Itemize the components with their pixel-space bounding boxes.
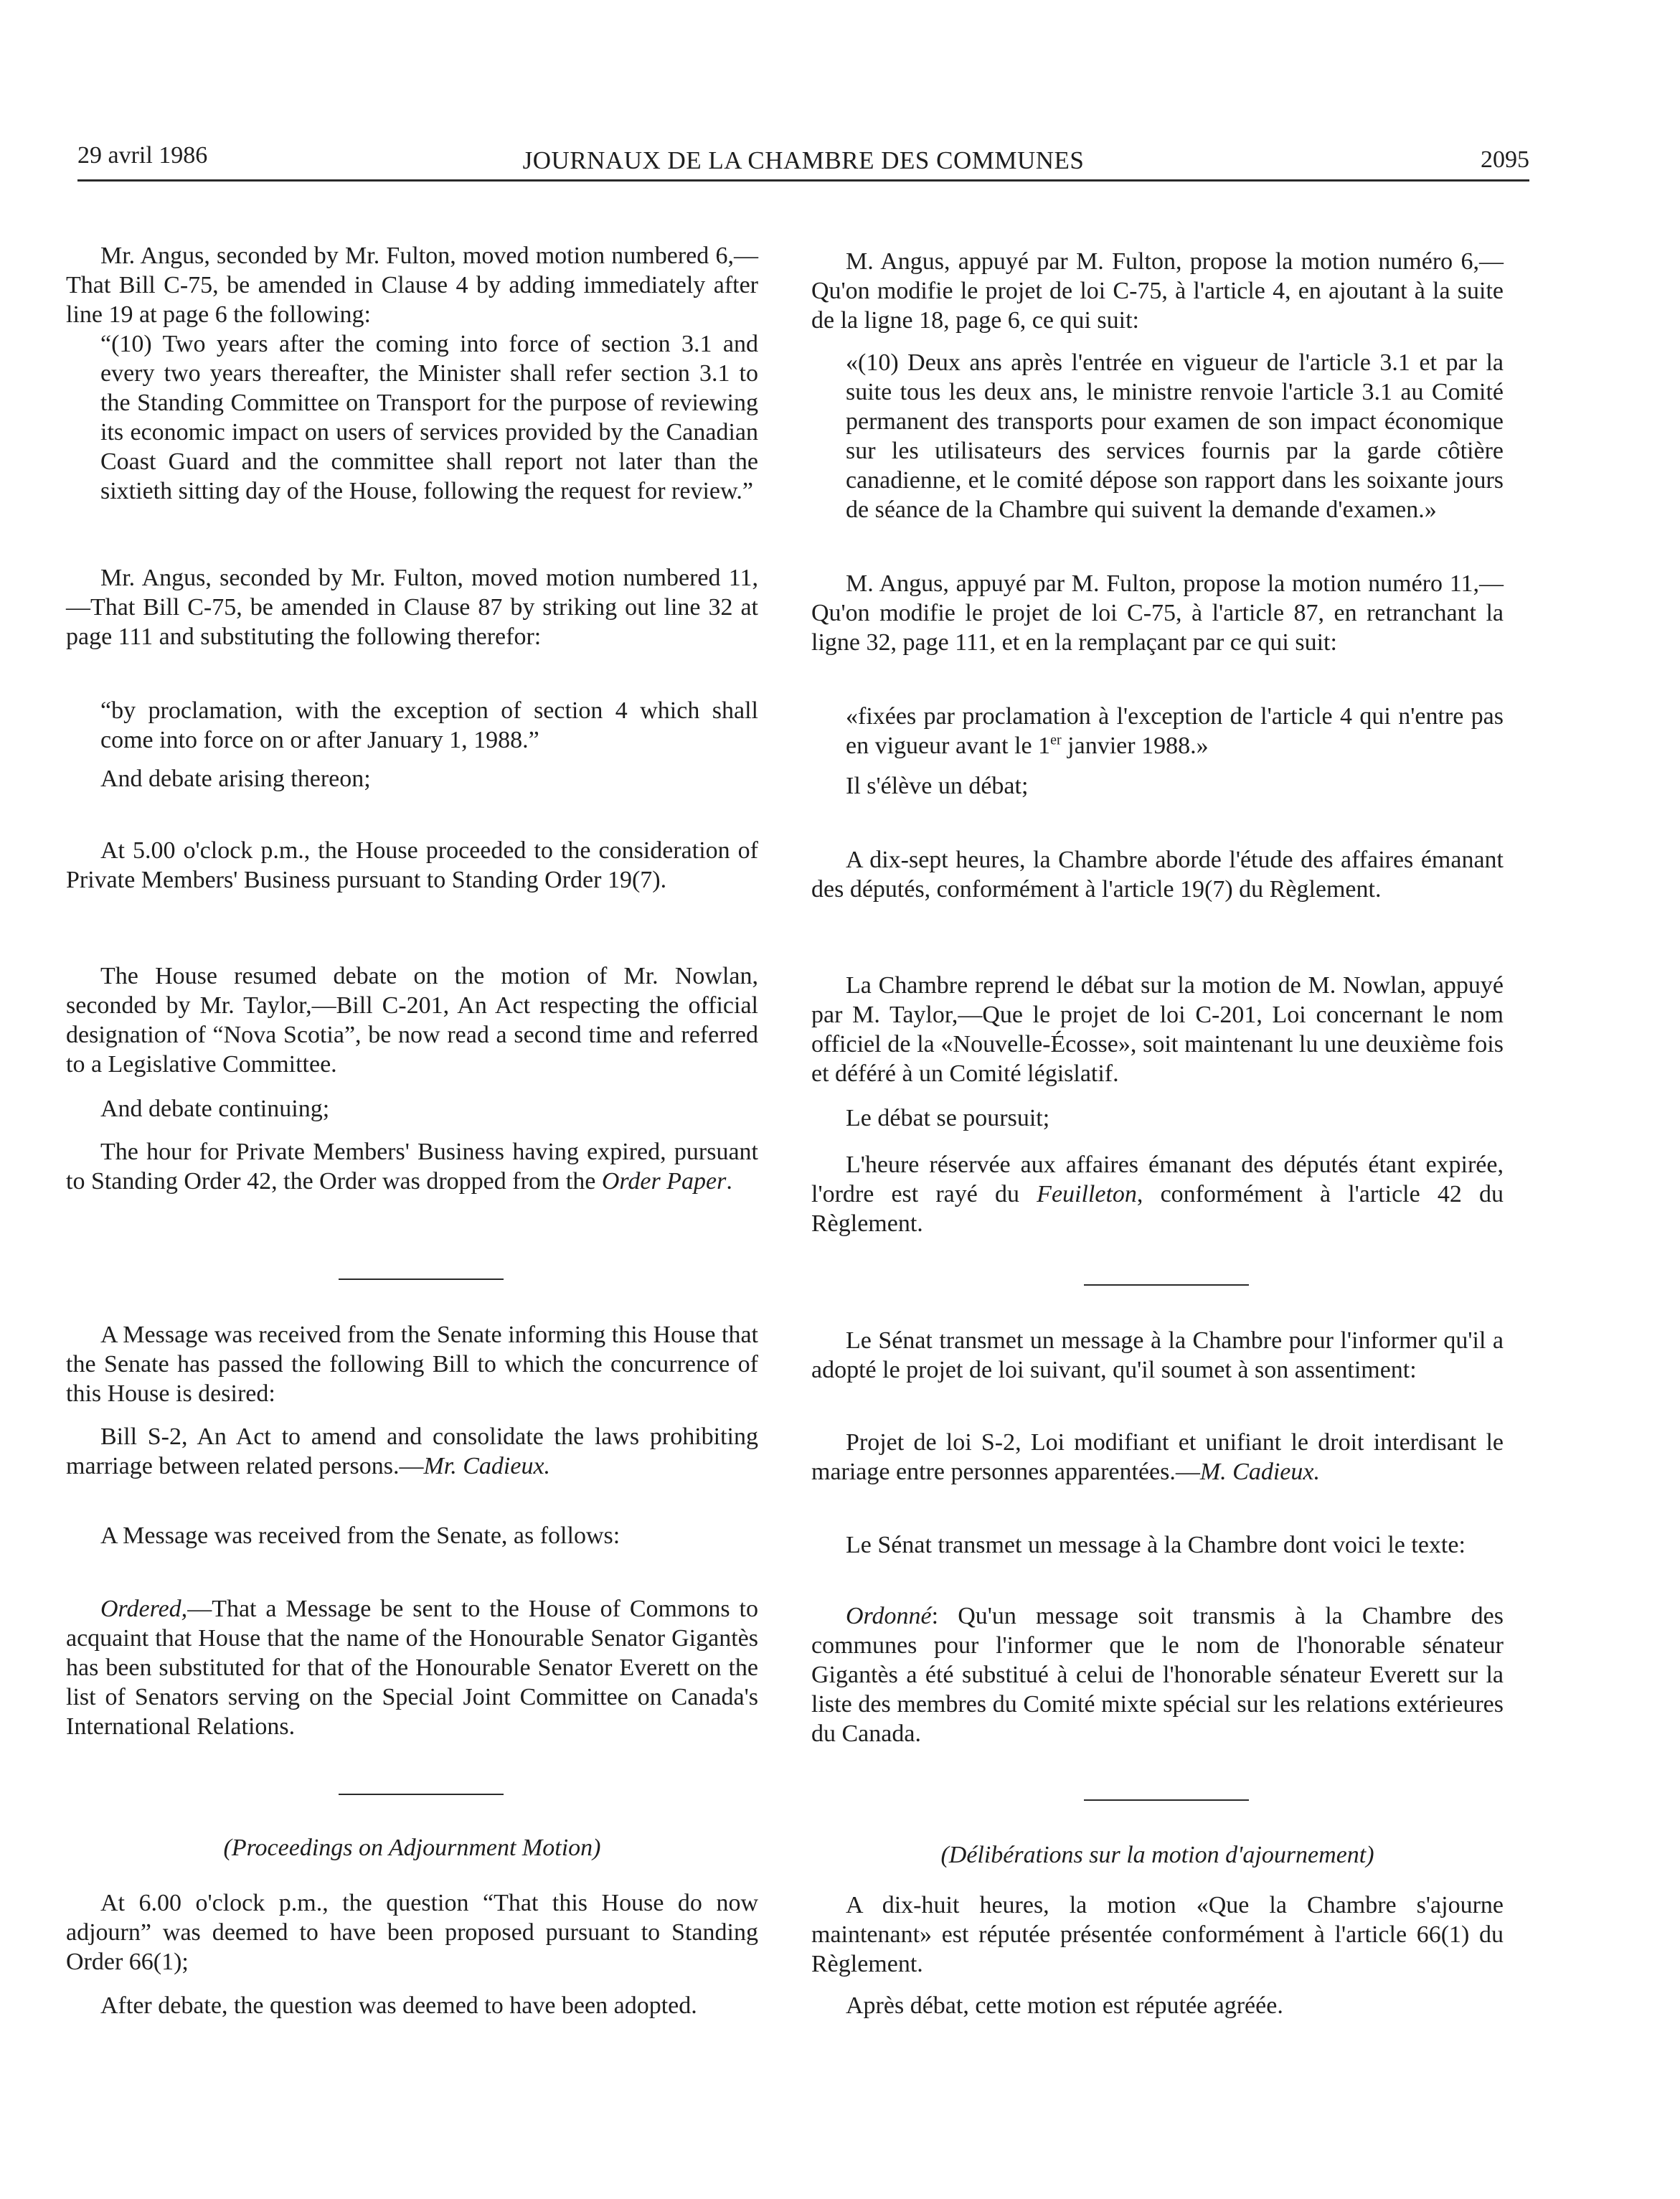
ordered-text-fr: Ordonné: Qu'un message soit transmis à la Chambre des communes pour l'informer que le nom de l'honorable sénateur Gigantès a été substitué à celui de l'honorable sénateur Everett sur la liste des membres du Comité mixte spécial sur les relations extérieures du Canada. [811,1603,1504,1747]
motion6-intro: Mr. Angus, seconded by Mr. Fulton, moved motion numbered 6,—That Bill C-75, be amended in Clause 4 by adding immediately after line 19 at page 6 the following: [66,242,758,328]
private-members-business-fr: A dix-sept heures, la Chambre aborde l'étude des affaires émanant des députés, conformément à l'article 19(7) du Règlement. [811,847,1504,903]
senate-message-2: A Message was received from the Senate, as follows: [100,1522,620,1549]
adjournment-adopted: After debate, the question was deemed to have been adopted. [100,1992,697,2019]
adjournment-text-fr: A dix-huit heures, la motion «Que la Chambre s'ajourne maintenant» est réputée présentée conformément à l'article 66(1) du Règlement. [811,1892,1504,1977]
adjournment-heading: (Proceedings on Adjournment Motion) [223,1835,601,1861]
section-divider [339,1279,504,1280]
page-header [77,142,1529,182]
private-members-business: At 5.00 o'clock p.m., the House proceeded to the consideration of Private Members' Business pursuant to Standing Order 19(7). [66,837,758,893]
senate-message-1: A Message was received from the Senate informing this House that the Senate has passed the following Bill to which the concurrence of this House is desired: [66,1322,758,1407]
motion11-quote-fr: «fixées par proclamation à l'exception de l'article 4 qui n'entre pas en vigueur avant le 1er janvier 1988.» [846,703,1504,759]
resumed-debate: The House resumed debate on the motion of Mr. Nowlan, seconded by Mr. Taylor,—Bill C-201, An Act respecting the official designation of “Nova Scotia”, be now read a second time and referred to a Legislative Committee. [66,963,758,1078]
header-page-number: 2095 [1481,146,1529,173]
senate-message-2-fr: Le Sénat transmet un message à la Chambre dont voici le texte: [846,1532,1466,1558]
adjournment-text: At 6.00 o'clock p.m., the question “That this House do now adjourn” was deemed to have been proposed pursuant to Standing Order 66(1); [66,1890,758,1975]
adjournment-heading-fr: (Délibérations sur la motion d'ajournement) [940,1842,1374,1868]
motion6-intro-fr: M. Angus, appuyé par M. Fulton, propose la motion numéro 6,—Qu'on modifie le projet de loi C-75, à l'article 4, en ajoutant à la suite de la ligne 18, page 6, ce qui suit: [811,248,1504,334]
bill-s2-fr: Projet de loi S-2, Loi modifiant et unifiant le droit interdisant le mariage entre personnes apparentées.—M. Cadieux. [811,1429,1504,1485]
section-divider [1084,1799,1249,1801]
adjournment-adopted-fr: Après débat, cette motion est réputée agréée. [846,1992,1283,2019]
motion6-quote-fr: «(10) Deux ans après l'entrée en vigueur de l'article 3.1 et par la suite tous les deux ans, le ministre renvoie l'article 3.1 au Comité permanent des transports pour examen de son impact économique sur les utilisateurs des services fournis par la garde côtière canadienne, et le comité dépose son rapport dans les soixante jours de séance de la Chambre qui suivent la demande d'examen.» [846,349,1504,523]
motion11-intro-fr: M. Angus, appuyé par M. Fulton, propose la motion numéro 11,—Qu'on modifie le projet de loi C-75, à l'article 87, en retranchant la ligne 32, page 111, et en la remplaçant par ce qui suit: [811,570,1504,656]
hour-expired-fr: L'heure réservée aux affaires émanant des députés étant expirée, l'ordre est rayé du Feuilleton, conformément à l'article 42 du Règlement. [811,1152,1504,1237]
debate-continuing: And debate continuing; [100,1096,330,1122]
debate-arising-fr: Il s'élève un débat; [846,773,1029,799]
resumed-debate-fr: La Chambre reprend le débat sur la motion de M. Nowlan, appuyé par M. Taylor,—Que le projet de loi C-201, Loi concernant le nom officiel de la «Nouvelle-Écosse», soit maintenant lu une deuxième fois et déféré à un Comité législatif. [811,972,1504,1087]
motion11-intro: Mr. Angus, seconded by Mr. Fulton, moved motion numbered 11,—That Bill C-75, be amended in Clause 87 by striking out line 32 at page 111 and substituting the following therefor: [66,565,758,650]
senate-message-1-fr: Le Sénat transmet un message à la Chambre pour l'informer qu'il a adopté le projet de loi suivant, qu'il soumet à son assentiment: [811,1327,1504,1383]
header-date: 29 avril 1986 [77,142,208,169]
ordered-text: Ordered,—That a Message be sent to the House of Commons to acquaint that House that the name of the Honourable Senator Gigantès has been substituted for that of the Honourable Senator Everett on the list of Senators serving on the Special Joint Committee on Canada's International Relations. [66,1596,758,1740]
motion11-quote: “by proclamation, with the exception of section 4 which shall come into force on or after January 1, 1988.” [100,697,758,753]
section-divider [1084,1284,1249,1286]
header-title: JOURNAUX DE LA CHAMBRE DES COMMUNES [522,146,1085,174]
hour-expired: The hour for Private Members' Business having expired, pursuant to Standing Order 42, the Order was dropped from the Order Paper. [66,1139,758,1195]
section-divider [339,1794,504,1795]
debate-arising: And debate arising thereon; [100,766,371,792]
bill-s2: Bill S-2, An Act to amend and consolidate the laws prohibiting marriage between related persons.—Mr. Cadieux. [66,1423,758,1479]
motion6-quote: “(10) Two years after the coming into force of section 3.1 and every two years thereafter, the Minister shall refer section 3.1 to the Standing Committee on Transport for the purpose of reviewing its economic impact on users of services provided by the Canadian Coast Guard and the committee shall report not later than the sixtieth sitting day of the House, following the request for review.” [100,331,758,504]
debate-continuing-fr: Le débat se poursuit; [846,1105,1050,1131]
